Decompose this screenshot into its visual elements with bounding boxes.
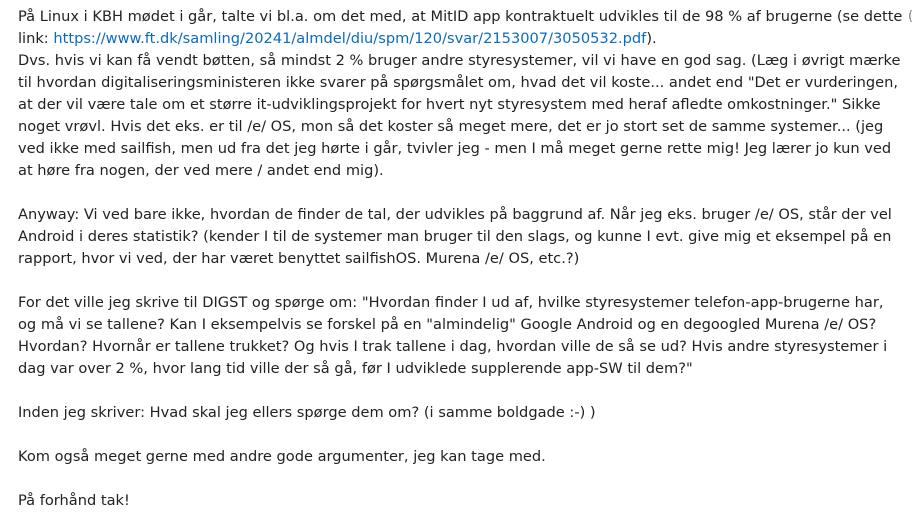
post-paragraph: [18, 6, 906, 182]
paragraph-text: ).: [646, 30, 657, 47]
paragraph-text: På Linux i KBH mødet i går, talte vi bl.a. om det med, at MitID app kontraktuelt udvikles til de 98 % af brugerne (se dette link:: [18, 8, 903, 47]
post-paragraph: Inden jeg skriver: Hvad skal jeg ellers spørge dem om? (i samme boldgade :-) ): [18, 404, 596, 421]
post-paragraph: På forhånd tak!: [18, 492, 130, 509]
post-paragraph: Anyway: Vi ved bare ikke, hvordan de finder de tal, der udvikles på baggrund af. Når jeg eks. bruger /e/ OS, står der vel Android i deres statistik? (kender I til de systemer man bruger til den slags, og kunne I evt. give mig et eksempel på en rapport, hvor vi ved, der har været benyttet sailfishOS. Murena /e/ OS, etc.?): [18, 206, 892, 267]
paragraph-text: Dvs. hvis vi kan få vendt bøtten, så mindst 2 % bruger andre styresystemer, vil vi have en god sag. (Læg i øvrigt mærke til hvordan digitaliseringsministeren ikke svarer på spørgsmålet om, hvad det vil koste... andet end "Det er vurderingen, at der vil være tale om et større it-udviklingsprojekt for hvert nyt styresystem med heraf afledte omkostninger." Sikke noget vrøvl. Hvis det eks. er til /e/ OS, mon så det koster så meget mere, det er jo stort set de samme systemer... (jeg ved ikke med sailfish, men ud fra det jeg hørte i går, tvivler jeg - men I må meget gerne rette mig! Jeg lærer jo kun ved at høre fra nogen, der ved mere / andet end mig).: [18, 52, 901, 179]
post-paragraph: Kom også meget gerne med andre gode argumenter, jeg kan tage med.: [18, 448, 546, 465]
post-body: [18, 6, 906, 512]
link-ft-dk-pdf[interactable]: https://www.ft.dk/samling/20241/almdel/diu/spm/120/svar/2153007/3050532.pdf: [53, 30, 647, 47]
post-paragraph: For det ville jeg skrive til DIGST og spørge om: "Hvordan finder I ud af, hvilke styresystemer telefon-app-brugerne har, og må vi se tallene? Kan I eksempelvis se forskel på en "almindelig" Google Android og en degoogled Murena /e/ OS? Hvordan? Hvornår er tallene trukket? Og hvis I trak tallene i dag, hvordan ville de så se ud? Hvis andre styresystemer i dag var over 2 %, hvor lang tid ville der så gå, før I udviklede supplerende app-SW til dem?": [18, 294, 888, 377]
quote-icon[interactable]: (: [908, 9, 914, 24]
